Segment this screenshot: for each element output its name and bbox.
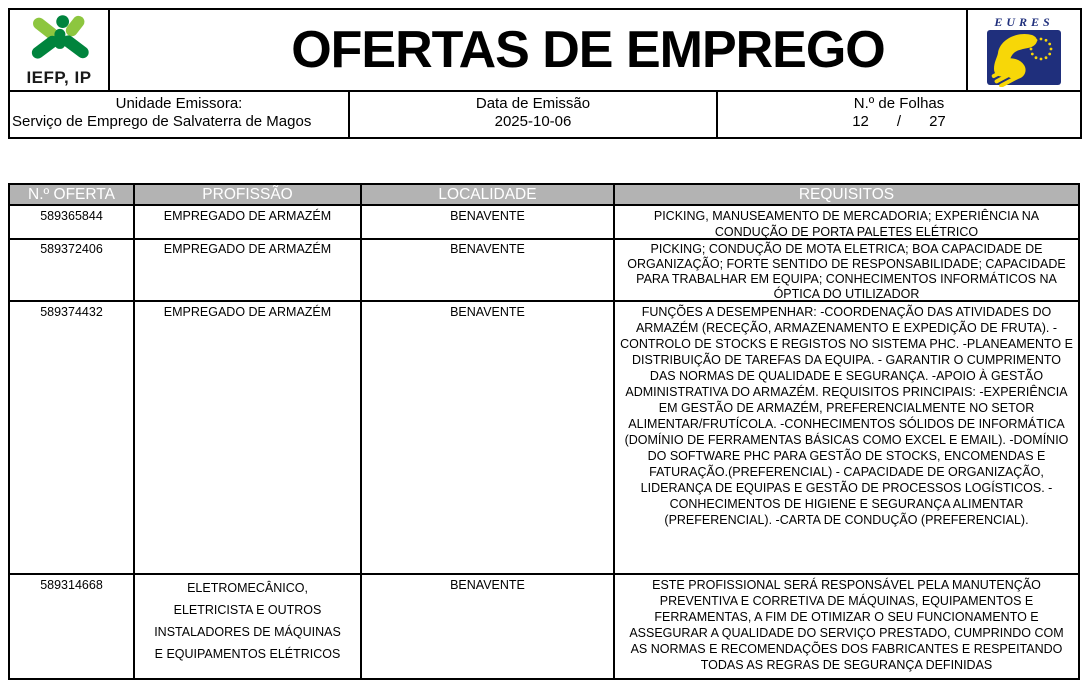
table-row (10, 302, 1078, 575)
cell-oferta: 589365844 (10, 206, 135, 238)
num-folhas-value (718, 113, 1080, 131)
folha-current: 12 (852, 113, 869, 130)
document-header (8, 8, 1082, 92)
table-row (10, 575, 1078, 680)
page-title: OFERTAS DE EMPREGO (291, 21, 885, 79)
cell-requisitos: PICKING, MANUSEAMENTO DE MERCADORIA; EXPERIÊNCIA NA CONDUÇÃO DE PORTA PALETES ELÉTRICO (653, 209, 1040, 238)
eures-logo-cell (966, 10, 1080, 90)
title-cell (110, 10, 966, 90)
cell-oferta: 589314668 (10, 575, 135, 680)
folha-total: 27 (929, 113, 946, 130)
table-header-row (10, 185, 1078, 206)
unidade-emissora-label: Unidade Emissora: (115, 95, 243, 112)
data-emissao-cell (350, 92, 718, 137)
jobs-table-body (10, 206, 1078, 680)
iefp-logo-cell (10, 10, 110, 90)
column-header-requisitos: REQUISITOS (798, 185, 895, 203)
column-header-localidade: LOCALIDADE (362, 185, 615, 204)
cell-oferta: 589374432 (10, 302, 135, 573)
cell-profissao (135, 575, 362, 680)
num-folhas-cell (718, 92, 1080, 137)
cell-localidade: BENAVENTE (362, 206, 615, 238)
cell-profissao (135, 206, 362, 238)
job-offers-table (8, 183, 1080, 680)
cell-requisitos: ESTE PROFISSIONAL SERÁ RESPONSÁVEL PELA MANUTENÇÃO PREVENTIVA E CORRETIVA DE MÁQUINAS, EQUIPAMENTOS E FERRAMENTAS, A FIM DE OTIMIZAR O SEU FUNCIONAMENTO E ASSEGURAR A QUALIDADE DO SERVIÇO PRESTADO, CUMPRINDO COM AS NORMAS E RECOMENDAÇÕES DOS FABRICANTES E RESPEITANDO TODAS AS REGRAS DE SEGURANÇA DEFINIDAS (629, 578, 1064, 672)
cell-requisitos: PICKING; CONDUÇÃO DE MOTA ELETRICA; BOA CAPACIDADE DE ORGANIZAÇÃO; FORTE SENTIDO DE RESPONSABILIDADE; CAPACIDADE PARA TRABALHAR EM EQUIPA; CONHECIMENTOS INFORMÁTICOS NA ÓPTICA DO UTILIZADOR (627, 242, 1066, 300)
column-header-oferta: N.º OFERTA (10, 185, 135, 204)
profissao-text: EMPREGADO DE ARMAZÉM (163, 209, 332, 223)
data-emissao-value: 2025-10-06 (494, 113, 572, 130)
folha-separator: / (896, 113, 902, 130)
cell-profissao (135, 302, 362, 573)
cell-localidade: BENAVENTE (362, 302, 615, 573)
num-folhas-label: N.º de Folhas (853, 95, 945, 112)
unidade-emissora-cell (10, 92, 350, 137)
data-emissao-label: Data de Emissão (475, 95, 591, 112)
column-header-profissao: PROFISSÃO (135, 185, 362, 204)
svg-text:EURES: EURES (994, 15, 1054, 29)
profissao-text: EMPREGADO DE ARMAZÉM (163, 242, 332, 256)
cell-localidade: BENAVENTE (362, 575, 615, 680)
unidade-emissora-value: Serviço de Emprego de Salvaterra de Magos (12, 113, 312, 130)
cell-oferta: 589372406 (10, 240, 135, 300)
eures-logo-icon (984, 15, 1064, 92)
table-row (10, 206, 1078, 240)
cell-profissao (135, 240, 362, 300)
cell-requisitos: FUNÇÕES A DESEMPENHAR: -COORDENAÇÃO DAS ATIVIDADES DO ARMAZÉM (RECEÇÃO, ARMAZENAMENTO E EXPEDIÇÃO DE FRUTA). -CONTROLO DE STOCKS E REGISTOS NO SISTEMA PHC. -PLANEAMENTO E DISTRIBUIÇÃO DE TAREFAS DA EQUIPA. - GARANTIR O CUMPRIMENTO DAS NORMAS DE QUALIDADE E SEGURANÇA. -APOIO À GESTÃO ADMINISTRATIVA DO ARMAZÉM. REQUISITOS PRINCIPAIS: -EXPERIÊNCIA EM GESTÃO DE ARMAZÉM, PREFERENCIALMENTE NO SETOR ALIMENTAR/FRUTÍCOLA. -CONHECIMENTOS SÓLIDOS DE INFORMÁTICA (DOMÍNIO DE FERRAMENTAS BÁSICAS COMO EXCEL E EMAIL). -DOMÍNIO DO SOFTWARE PHC PARA GESTÃO DE STOCKS, ENCOMENDAS E FATURAÇÃO.(PREFERENCIAL) - CAPACIDADE DE ORGANIZAÇÃO, LIDERANÇA DE EQUIPAS E GESTÃO DE PROCESSOS LOGÍSTICOS. -CONHECIMENTOS DE HIGIENE E SEGURANÇA ALIMENTAR (PREFERENCIAL). -CARTA DE CONDUÇÃO (PREFERENCIAL). (620, 305, 1073, 527)
emission-info-bar (8, 90, 1082, 139)
iefp-logo-icon (18, 14, 100, 67)
profissao-text: ELETROMECÂNICO, ELETRICISTA E OUTROS INSTALADORES DE MÁQUINAS E EQUIPAMENTOS ELÉTRICOS (154, 581, 341, 661)
table-row (10, 240, 1078, 302)
iefp-logo-label: IEFP, IP (26, 68, 92, 87)
profissao-text: EMPREGADO DE ARMAZÉM (163, 305, 332, 319)
cell-localidade: BENAVENTE (362, 240, 615, 300)
